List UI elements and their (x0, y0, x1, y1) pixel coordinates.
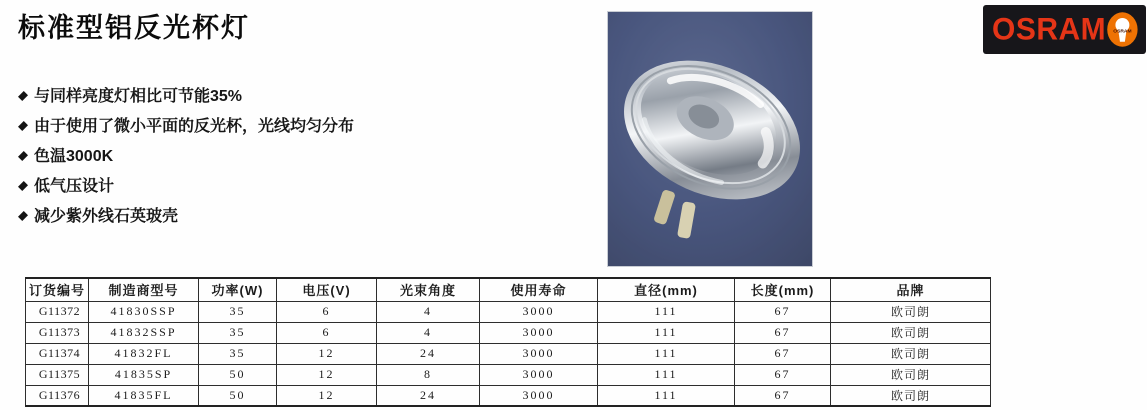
feature-item (20, 86, 354, 116)
brand-logo (983, 5, 1146, 54)
cell-lifetime: 3000 (480, 343, 598, 364)
header-order-no: 订货编号 (26, 278, 89, 301)
bullet-icon (18, 121, 28, 131)
feature-item (20, 116, 354, 146)
cell-brand: 欧司朗 (831, 385, 991, 406)
cell-beam-angle: 4 (377, 301, 480, 322)
cell-brand: 欧司朗 (831, 364, 991, 385)
cell-brand: 欧司朗 (831, 343, 991, 364)
bulb-emblem-icon (1106, 8, 1139, 51)
cell-beam-angle: 4 (377, 322, 480, 343)
cell-diameter: 111 (598, 322, 735, 343)
cell-power: 50 (199, 385, 277, 406)
cell-voltage: 12 (277, 385, 377, 406)
feature-item (20, 146, 354, 176)
table-row (26, 301, 991, 322)
cell-length: 67 (735, 385, 831, 406)
emblem-text: OSRAM (1113, 29, 1132, 35)
cell-lifetime: 3000 (480, 301, 598, 322)
cell-voltage: 6 (277, 322, 377, 343)
cell-model: 41832FL (89, 343, 199, 364)
header-model: 制造商型号 (89, 278, 199, 301)
cell-length: 67 (735, 343, 831, 364)
feature-list (20, 86, 354, 236)
header-brand: 品牌 (831, 278, 991, 301)
cell-diameter: 111 (598, 364, 735, 385)
page-title: 标准型铝反光杯灯 (18, 13, 250, 43)
cell-length: 67 (735, 322, 831, 343)
cell-lifetime: 3000 (480, 385, 598, 406)
spec-table (25, 277, 991, 407)
product-photo (608, 12, 812, 266)
feature-item (20, 176, 354, 206)
cell-order-no: G11374 (26, 343, 89, 364)
cell-lifetime: 3000 (480, 364, 598, 385)
cell-order-no: G11375 (26, 364, 89, 385)
cell-model: 41832SSP (89, 322, 199, 343)
header-length: 长度(mm) (735, 278, 831, 301)
cell-power: 35 (199, 322, 277, 343)
bullet-icon (18, 151, 28, 161)
header-voltage: 电压(V) (277, 278, 377, 301)
cell-model: 41830SSP (89, 301, 199, 322)
header-lifetime: 使用寿命 (480, 278, 598, 301)
feature-text: 色温3000K (34, 148, 114, 165)
cell-brand: 欧司朗 (831, 322, 991, 343)
reflector-lamp-image (608, 12, 812, 266)
feature-text: 低气压设计 (34, 178, 115, 195)
cell-voltage: 12 (277, 364, 377, 385)
cell-order-no: G11373 (26, 322, 89, 343)
cell-diameter: 111 (598, 343, 735, 364)
cell-length: 67 (735, 301, 831, 322)
header-power: 功率(W) (199, 278, 277, 301)
cell-beam-angle: 24 (377, 343, 480, 364)
feature-text: 由于使用了微小平面的反光杯，光线均匀分布 (34, 118, 355, 135)
cell-diameter: 111 (598, 385, 735, 406)
table-row (26, 364, 991, 385)
bullet-icon (18, 91, 28, 101)
cell-lifetime: 3000 (480, 322, 598, 343)
cell-beam-angle: 24 (377, 385, 480, 406)
cell-power: 35 (199, 343, 277, 364)
cell-order-no: G11376 (26, 385, 89, 406)
feature-item (20, 206, 354, 236)
cell-voltage: 6 (277, 301, 377, 322)
feature-text: 与同样亮度灯相比可节能35% (34, 88, 243, 105)
cell-model: 41835FL (89, 385, 199, 406)
cell-diameter: 111 (598, 301, 735, 322)
table-row (26, 385, 991, 406)
cell-model: 41835SP (89, 364, 199, 385)
table-row (26, 322, 991, 343)
table-header-row (26, 278, 991, 301)
header-beam-angle: 光束角度 (377, 278, 480, 301)
bullet-icon (18, 181, 28, 191)
cell-length: 67 (735, 364, 831, 385)
feature-text: 减少紫外线石英玻壳 (34, 208, 179, 225)
cell-voltage: 12 (277, 343, 377, 364)
logo-wordmark: OSRAM (992, 11, 1107, 47)
header-diameter: 直径(mm) (598, 278, 735, 301)
cell-power: 50 (199, 364, 277, 385)
cell-power: 35 (199, 301, 277, 322)
table-row (26, 343, 991, 364)
cell-order-no: G11372 (26, 301, 89, 322)
cell-beam-angle: 8 (377, 364, 480, 385)
bullet-icon (18, 211, 28, 221)
cell-brand: 欧司朗 (831, 301, 991, 322)
